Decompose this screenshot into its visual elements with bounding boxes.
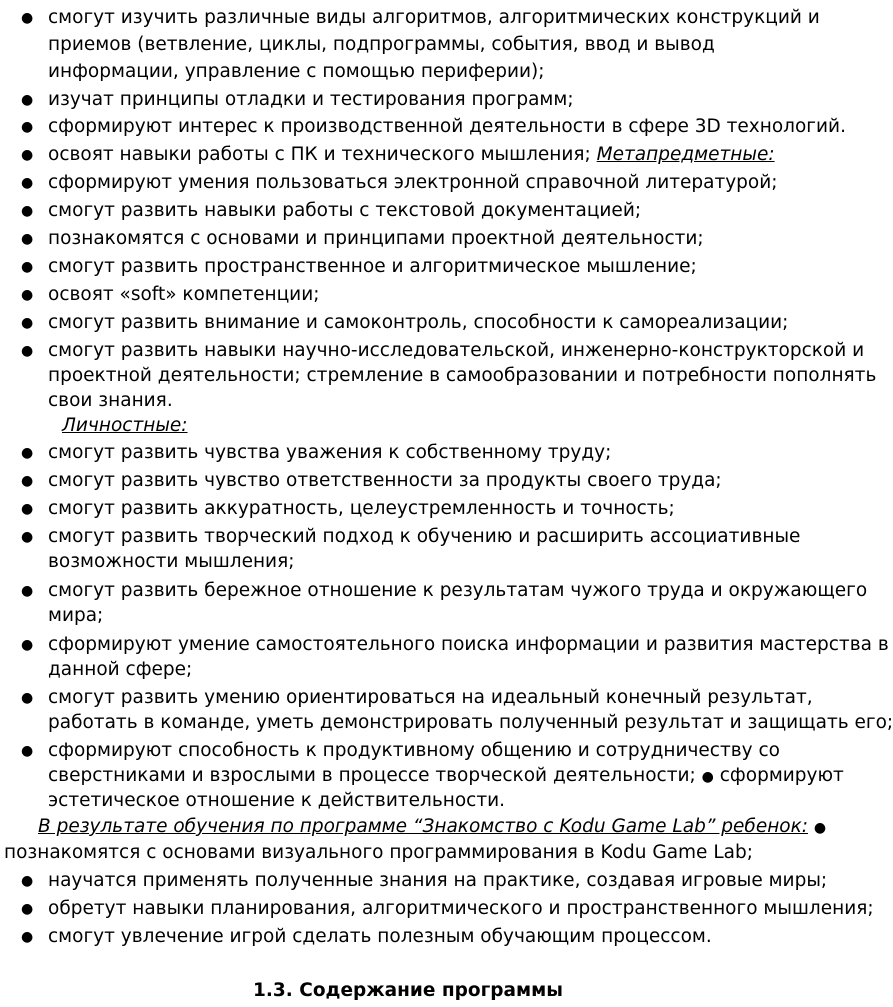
list-item: сформируют интерес к производственной деятельности в сфере 3D технологий. xyxy=(48,116,846,137)
list-item: сформируют способность к продуктивному общению и сотрудничеству со xyxy=(48,740,780,761)
list-item-cont: приемов (ветвление, циклы, подпрограммы, события, ввод и вывод xyxy=(48,34,715,55)
list-item: смогут развить навыки работы с текстовой документацией; xyxy=(48,200,642,221)
list-item-cont: мира; xyxy=(48,605,104,626)
list-item-cont: данной сфере; xyxy=(48,659,193,680)
bullet: ● xyxy=(21,929,34,945)
list-item-cont: свои знания. xyxy=(48,390,173,411)
bullet: ● xyxy=(21,203,34,219)
list-item-text: сверстниками и взрослыми в процессе творческой деятельности; xyxy=(48,765,696,786)
section-title: 1.3. Содержание программы xyxy=(253,980,563,1001)
list-item: смогут развить творческий подход к обучению и расширить ассоциативные xyxy=(48,526,801,547)
bullet: ● xyxy=(21,343,34,359)
section-heading-metasubject: Метапредметные: xyxy=(596,144,775,165)
bullet: ● xyxy=(21,259,34,275)
list-item: смогут развить бережное отношение к результатам чужого труда и окружающего xyxy=(48,580,868,601)
bullet: ● xyxy=(21,901,34,917)
list-item: смогут развить аккуратность, целеустремленность и точность; xyxy=(48,498,675,519)
list-item-cont: работать в команде, уметь демонстрировать полученный результат и защищать его; xyxy=(48,712,893,733)
bullet: ● xyxy=(813,820,827,836)
results-heading: В результате обучения по программе “Знакомство с Kodu Game Lab” ребенок: xyxy=(38,816,809,837)
list-item-cont: возможности мышления; xyxy=(48,551,295,572)
bullet: ● xyxy=(21,873,34,889)
bullet: ● xyxy=(21,287,34,303)
list-item xyxy=(48,143,775,167)
list-item: смогут развить навыки научно-исследовательской, инженерно-конструкторской и xyxy=(48,340,865,361)
bullet: ● xyxy=(21,10,34,26)
bullet: ● xyxy=(21,147,34,163)
list-item-text: освоят навыки работы с ПК и технического мышления; xyxy=(48,144,591,165)
bullet: ● xyxy=(21,231,34,247)
bullet: ● xyxy=(21,445,34,461)
list-item-cont: познакомятся с основами визуального программирования в Kodu Game Lab; xyxy=(4,842,753,863)
bullet: ● xyxy=(21,473,34,489)
list-item-cont: проектной деятельности; стремление в самообразовании и потребности пополнять xyxy=(48,365,877,386)
list-item: сформируют умение самостоятельного поиска информации и развития мастерства в xyxy=(48,634,889,655)
list-item-text: сформируют xyxy=(719,765,844,786)
list-item: изучат принципы отладки и тестирования программ; xyxy=(48,89,574,110)
section-heading-personal: Личностные: xyxy=(62,415,188,436)
bullet: ● xyxy=(21,315,34,331)
bullet: ● xyxy=(21,637,34,653)
list-item: смогут развить пространственное и алгоритмическое мышление; xyxy=(48,256,697,277)
list-item: познакомятся с основами и принципами проектной деятельности; xyxy=(48,228,704,249)
list-item-cont: информации, управление с помощью периферии); xyxy=(48,61,545,82)
bullet: ● xyxy=(21,119,34,135)
bullet: ● xyxy=(21,529,34,545)
list-item: смогут изучить различные виды алгоритмов, алгоритмических конструкций и xyxy=(48,7,820,28)
list-item-cont xyxy=(48,764,844,789)
bullet: ● xyxy=(21,583,34,599)
list-item-cont: эстетическое отношение к действительности. xyxy=(48,790,505,811)
bullet: ● xyxy=(21,743,34,759)
bullet: ● xyxy=(701,769,714,785)
list-item: смогут развить внимание и самоконтроль, способности к самореализации; xyxy=(48,312,789,333)
list-item: научатся применять полученные знания на практике, создавая игровые миры; xyxy=(48,870,828,891)
list-item: сформируют умения пользоваться электронной справочной литературой; xyxy=(48,172,778,193)
list-item: смогут развить умению ориентироваться на идеальный конечный результат, xyxy=(48,687,813,708)
list-item: смогут развить чувства уважения к собственному труду; xyxy=(48,442,612,463)
list-item: освоят «soft» компетенции; xyxy=(48,284,320,305)
bullet: ● xyxy=(21,92,34,108)
results-heading-line xyxy=(38,815,826,840)
list-item: смогут увлечение игрой сделать полезным обучающим процессом. xyxy=(48,926,712,947)
list-item: обретут навыки планирования, алгоритмического и пространственного мышления; xyxy=(48,898,874,919)
bullet: ● xyxy=(21,690,34,706)
list-item: смогут развить чувство ответственности за продукты своего труда; xyxy=(48,470,722,491)
bullet: ● xyxy=(21,175,34,191)
bullet: ● xyxy=(21,501,34,517)
